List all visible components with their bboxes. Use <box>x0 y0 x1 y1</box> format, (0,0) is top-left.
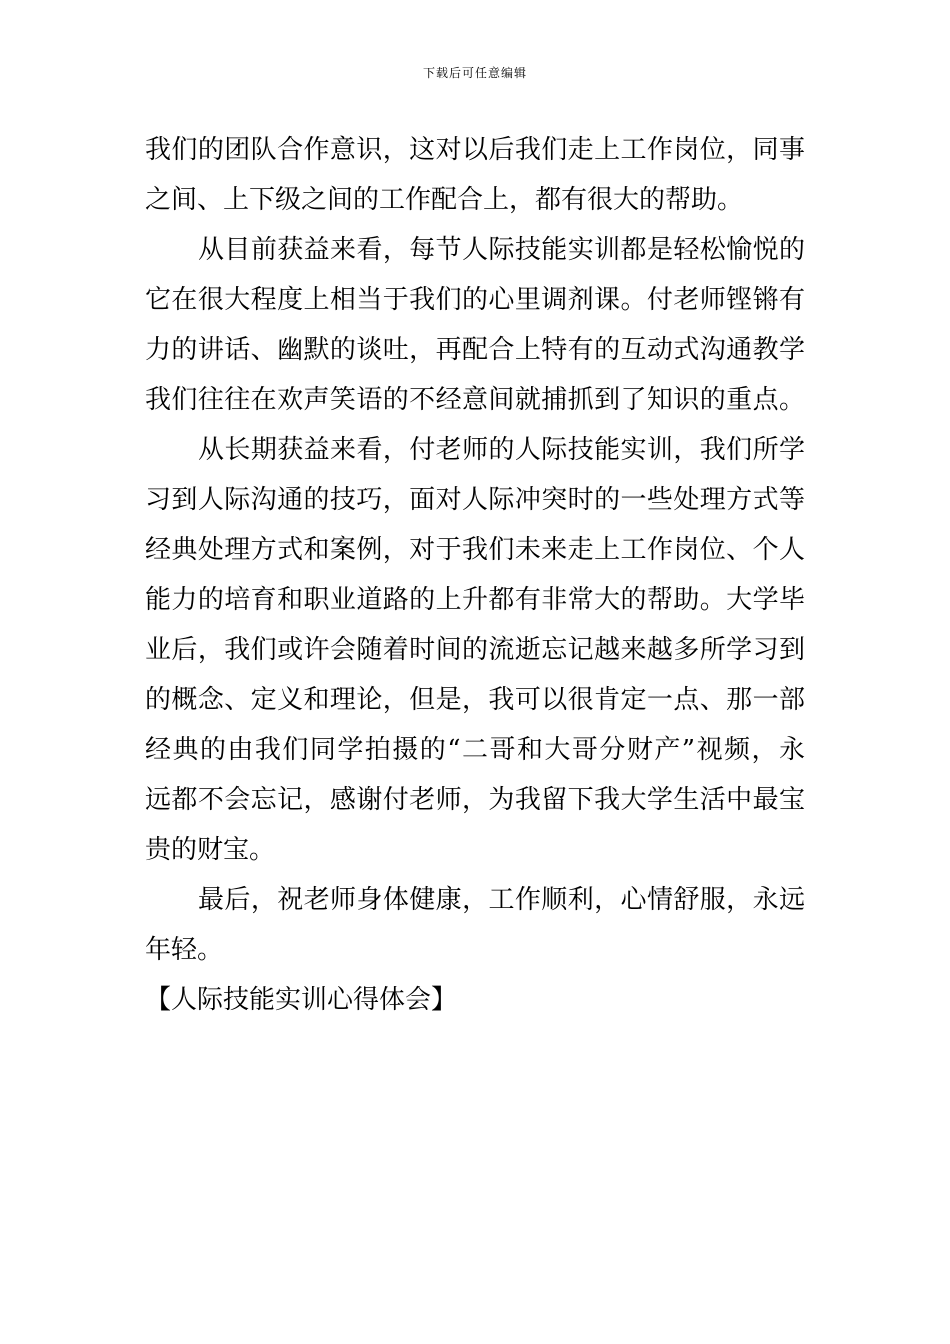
text-line: 年轻。 <box>145 935 224 965</box>
text-line: 经典处理方式和案例，对于我们未来走上工作岗位、个人 <box>145 535 805 565</box>
text-line: 业后，我们或许会随着时间的流逝忘记越来越多所学习到 <box>145 635 805 665</box>
text-line: 能力的培育和职业道路的上升都有非常大的帮助。大学毕 <box>145 585 805 615</box>
text-line: 贵的财宝。 <box>145 835 276 865</box>
text-line: 经典的由我们同学拍摄的“二哥和大哥分财产”视频，永 <box>145 735 805 765</box>
text-line: 力的讲话、幽默的谈吐，再配合上特有的互动式沟通教学 <box>145 335 805 365</box>
text-line: 远都不会忘记，感谢付老师，为我留下我大学生活中最宝 <box>145 785 805 815</box>
text-line: 的概念、定义和理论，但是，我可以很肯定一点、那一部 <box>145 685 805 715</box>
text-line: 它在很大程度上相当于我们的心里调剂课。付老师铿锵有 <box>145 285 805 315</box>
text-line: 我们往往在欢声笑语的不经意间就捕抓到了知识的重点。 <box>145 385 805 415</box>
section-heading: 【人际技能实训心得体会】 <box>145 985 458 1015</box>
text-line: 之间、上下级之间的工作配合上，都有很大的帮助。 <box>145 185 744 215</box>
paragraph-first-line: 最后，祝老师身体健康，工作顺利，心情舒服，永远 <box>198 885 805 915</box>
text-line: 我们的团队合作意识，这对以后我们走上工作岗位，同事 <box>145 135 805 165</box>
paragraph-first-line: 从目前获益来看，每节人际技能实训都是轻松愉悦的 <box>198 235 805 265</box>
paragraph-first-line: 从长期获益来看，付老师的人际技能实训，我们所学 <box>198 435 805 465</box>
text-line: 习到人际沟通的技巧，面对人际冲突时的一些处理方式等 <box>145 485 805 515</box>
page-header: 下载后可任意编辑 <box>422 66 527 80</box>
